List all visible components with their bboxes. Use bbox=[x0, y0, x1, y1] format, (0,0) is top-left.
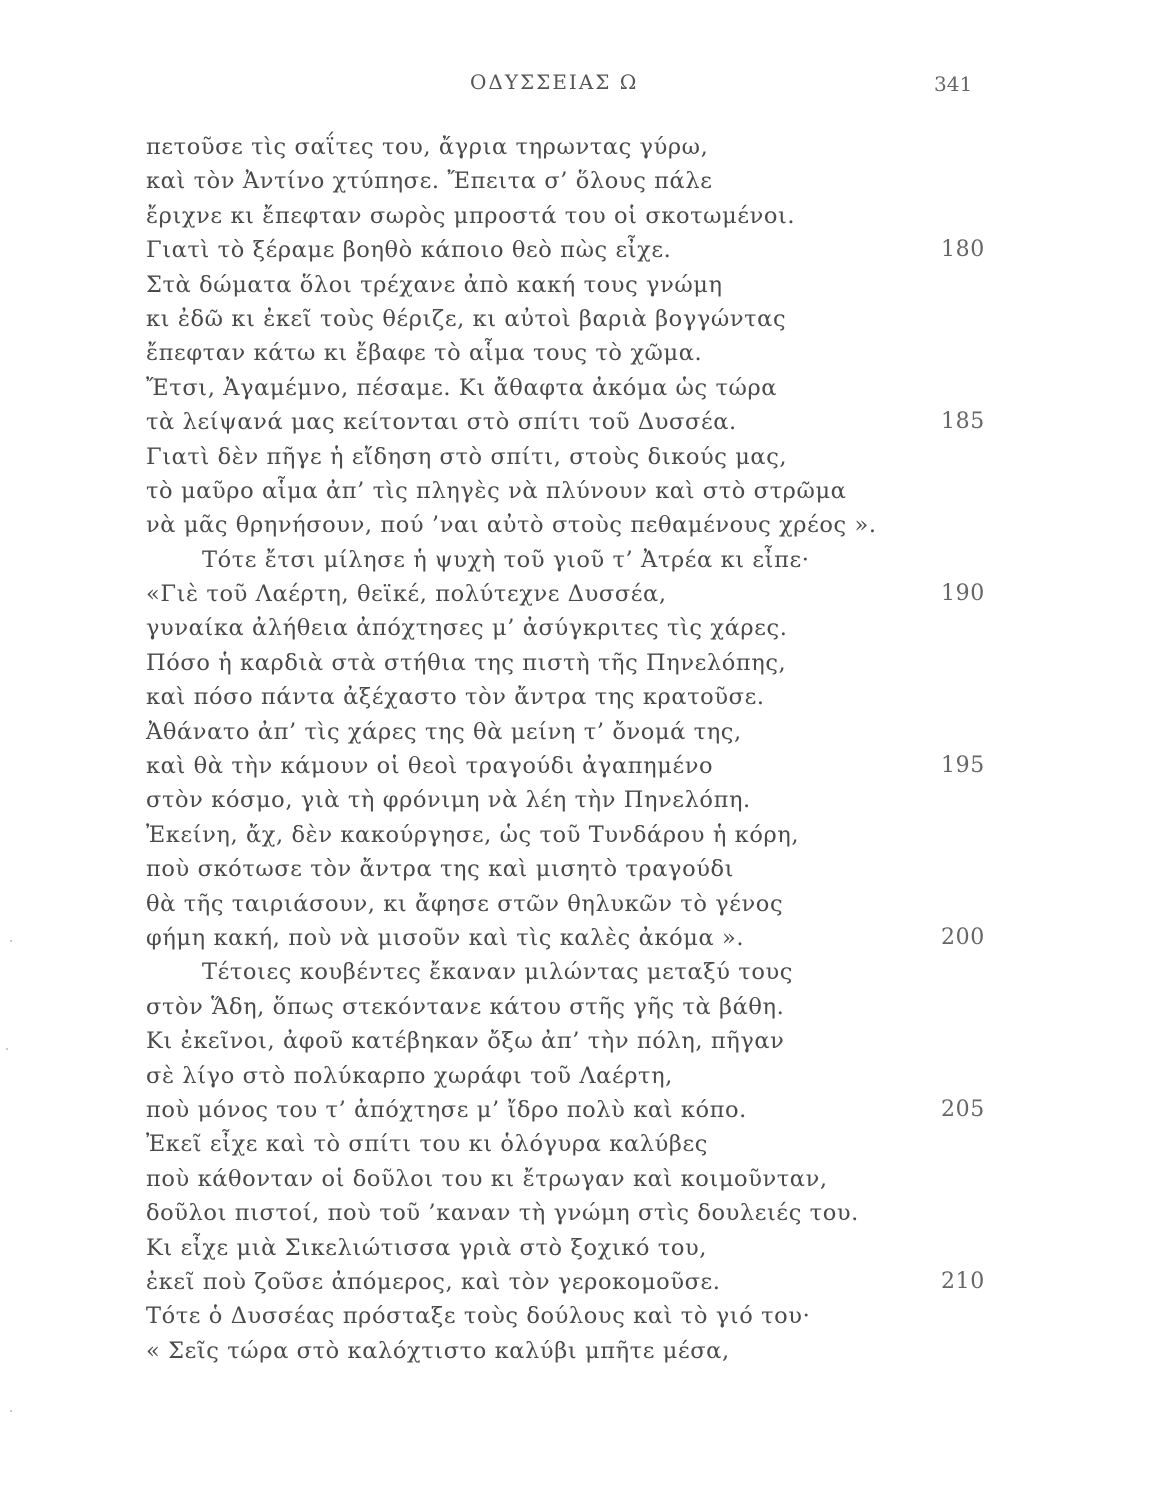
line-number: 195 bbox=[941, 753, 985, 779]
verse-text: ἐκεῖ ποὺ ζοῦσε ἀπόμερος, καὶ τὸν γεροκομοῦσε. bbox=[146, 1268, 721, 1295]
verse-line bbox=[146, 783, 1016, 817]
verse-text: Τότε ἔτσι μίλησε ἡ ψυχὴ τοῦ γιοῦ τ’ Ἀτρέα κι εἶπε· bbox=[202, 546, 810, 573]
margin-speck bbox=[10, 940, 12, 942]
verse-text: καὶ τὸν Ἀντίνο χτύπησε. Ἔπειτα σ’ ὅλους πάλε bbox=[146, 168, 713, 195]
page-number: 341 bbox=[934, 72, 973, 96]
verse-text: τὸ μαῦρο αἷμα ἀπ’ τὶς πληγὲς νὰ πλύνουν καὶ στὸ στρῶμα bbox=[146, 477, 847, 504]
line-number: 210 bbox=[941, 1268, 985, 1294]
margin-speck bbox=[6, 1048, 8, 1050]
verse-text: Ἔτσι, Ἀγαμέμνο, πέσαμε. Κι ἄθαφτα ἀκόμα ὡς τώρα bbox=[146, 374, 778, 401]
verse-text: «Γιὲ τοῦ Λαέρτη, θεϊκέ, πολύτεχνε Δυσσέα, bbox=[146, 581, 667, 608]
verse-text: Κι εἶχε μιὰ Σικελιώτισσα γριὰ στὸ ξοχικό του, bbox=[146, 1234, 708, 1261]
verse-line bbox=[146, 955, 1016, 989]
verse-line bbox=[146, 1162, 1016, 1196]
verse-text: Κι ἐκεῖνοι, ἀφοῦ κατέβηκαν ὄξω ἀπ’ τὴν πόλη, πῆγαν bbox=[146, 1028, 785, 1055]
verse-text: δοῦλοι πιστοί, ποὺ τοῦ ’καναν τὴ γνώμη στὶς δουλειές του. bbox=[146, 1200, 859, 1227]
verse-line bbox=[146, 164, 1016, 198]
verse-line bbox=[146, 233, 1016, 267]
verse-line bbox=[146, 1127, 1016, 1161]
verse-text: ποὺ κάθονταν οἱ δοῦλοι του κι ἔτρωγαν καὶ κοιμοῦνταν, bbox=[146, 1165, 828, 1192]
verse-line bbox=[146, 990, 1016, 1024]
running-head bbox=[0, 70, 1158, 100]
verse-text: Τότε ὁ Δυσσέας πρόσταξε τοὺς δούλους καὶ τὸ γιό του· bbox=[146, 1303, 811, 1330]
verse-text: Τέτοιες κουβέντες ἔκαναν μιλώντας μεταξύ τους bbox=[202, 959, 793, 986]
verse-line bbox=[146, 268, 1016, 302]
verse-line bbox=[146, 1334, 1016, 1368]
verse-text: Ἐκεῖ εἶχε καὶ τὸ σπίτι του κι ὁλόγυρα καλύβες bbox=[146, 1131, 708, 1158]
verse-text: Γιατὶ τὸ ξέραμε βοηθὸ κάποιο θεὸ πὼς εἶχε. bbox=[146, 237, 672, 264]
verse-text: Γιατὶ δὲν πῆγε ἡ εἴδηση στὸ σπίτι, στοὺς δικούς μας, bbox=[146, 443, 788, 470]
verse-line bbox=[146, 199, 1016, 233]
verse-line bbox=[146, 440, 1016, 474]
verse-text: ποὺ σκότωσε τὸν ἄντρα της καὶ μισητὸ τραγούδι bbox=[146, 856, 735, 883]
verse-text: στὸν κόσμο, γιὰ τὴ φρόνιμη νὰ λέη τὴν Πηνελόπη. bbox=[146, 787, 751, 814]
verse-text: τὰ λείψανά μας κείτονται στὸ σπίτι τοῦ Δυσσέα. bbox=[146, 409, 737, 436]
verse-text: Στὰ δώματα ὅλοι τρέχανε ἀπὸ κακή τους γνώμη bbox=[146, 271, 723, 298]
verse-line bbox=[146, 336, 1016, 370]
verse-line bbox=[146, 130, 1016, 164]
verse-line bbox=[146, 1231, 1016, 1265]
verse-text: « Σεῖς τώρα στὸ καλόχτιστο καλύβι μπῆτε μέσα, bbox=[146, 1337, 730, 1364]
verse-text: ἔπεφταν κάτω κι ἔβαφε τὸ αἷμα τους τὸ χῶμα. bbox=[146, 340, 703, 367]
line-number: 185 bbox=[941, 409, 985, 435]
verse-line bbox=[146, 1265, 1016, 1299]
verse-text: κι ἐδῶ κι ἐκεῖ τοὺς θέριζε, κι αὐτοὶ βαριὰ βογγώντας bbox=[146, 305, 787, 332]
verse-text: πετοῦσε τὶς σαΐτες του, ἄγρια τηρωντας γύρω, bbox=[146, 134, 709, 160]
line-number: 180 bbox=[941, 237, 985, 263]
verse-line bbox=[146, 302, 1016, 336]
verse-text: φήμη κακή, ποὺ νὰ μισοῦν καὶ τὶς καλὲς ἀκόμα ». bbox=[146, 924, 745, 951]
verse-text: νὰ μᾶς θρηνήσουν, πού ’ναι αὐτὸ στοὺς πεθαμένους χρέος ». bbox=[146, 512, 877, 539]
verse-text: ποὺ μόνος του τ’ ἀπόχτησε μ’ ἴδρο πολὺ καὶ κόπο. bbox=[146, 1096, 747, 1123]
line-number: 190 bbox=[941, 581, 985, 607]
verse-line bbox=[146, 508, 1016, 542]
margin-speck bbox=[10, 1410, 12, 1412]
verse-text: σὲ λίγο στὸ πολύκαρπο χωράφι τοῦ Λαέρτη, bbox=[146, 1062, 673, 1089]
verse-line bbox=[146, 749, 1016, 783]
verse-line bbox=[146, 818, 1016, 852]
verse-line bbox=[146, 1024, 1016, 1058]
verse-text: καὶ πόσο πάντα ἀξέχαστο τὸν ἄντρα της κρατοῦσε. bbox=[146, 684, 765, 711]
verse-line bbox=[146, 543, 1016, 577]
verse-line bbox=[146, 1059, 1016, 1093]
line-number: 205 bbox=[941, 1096, 985, 1122]
verse-text: γυναίκα ἀλήθεια ἀπόχτησες μ’ ἀσύγκριτες τὶς χάρες. bbox=[146, 615, 788, 642]
verse-line bbox=[146, 921, 1016, 955]
verse-line bbox=[146, 852, 1016, 886]
verse-line bbox=[146, 887, 1016, 921]
verse-line bbox=[146, 474, 1016, 508]
verse-line bbox=[146, 715, 1016, 749]
verse-line bbox=[146, 611, 1016, 645]
verse-line bbox=[146, 646, 1016, 680]
verse-text: καὶ θὰ τὴν κάμουν οἱ θεοὶ τραγούδι ἀγαπημένο bbox=[146, 753, 714, 780]
verse-line bbox=[146, 371, 1016, 405]
running-title: ΟΔΥΣΣΕΙΑΣ Ω bbox=[470, 70, 639, 94]
verse-line bbox=[146, 1299, 1016, 1333]
verse-text: θὰ τῆς ταιριάσουν, κι ἄφησε στῶν θηλυκῶν τὸ γένος bbox=[146, 890, 784, 917]
verse-text: Πόσο ἡ καρδιὰ στὰ στήθια της πιστὴ τῆς Πηνελόπης, bbox=[146, 649, 787, 676]
verse-line bbox=[146, 405, 1016, 439]
verse-text: Ἐκείνη, ἄχ, δὲν κακούργησε, ὡς τοῦ Τυνδάρου ἡ κόρη, bbox=[146, 821, 800, 848]
verse-line bbox=[146, 1093, 1016, 1127]
line-number: 200 bbox=[941, 924, 985, 950]
verse-line bbox=[146, 1196, 1016, 1230]
verse-text: ἔριχνε κι ἔπεφταν σωρὸς μπροστά του οἱ σκοτωμένοι. bbox=[146, 202, 796, 229]
verse-block bbox=[146, 130, 1016, 1368]
verse-line bbox=[146, 680, 1016, 714]
verse-text: στὸν Ἅδη, ὅπως στεκόντανε κάτου στῆς γῆς τὰ βάθη. bbox=[146, 993, 785, 1020]
verse-text: Ἀθάνατο ἀπ’ τὶς χάρες της θὰ μείνη τ’ ὄνομά της, bbox=[146, 718, 742, 745]
verse-line bbox=[146, 577, 1016, 611]
